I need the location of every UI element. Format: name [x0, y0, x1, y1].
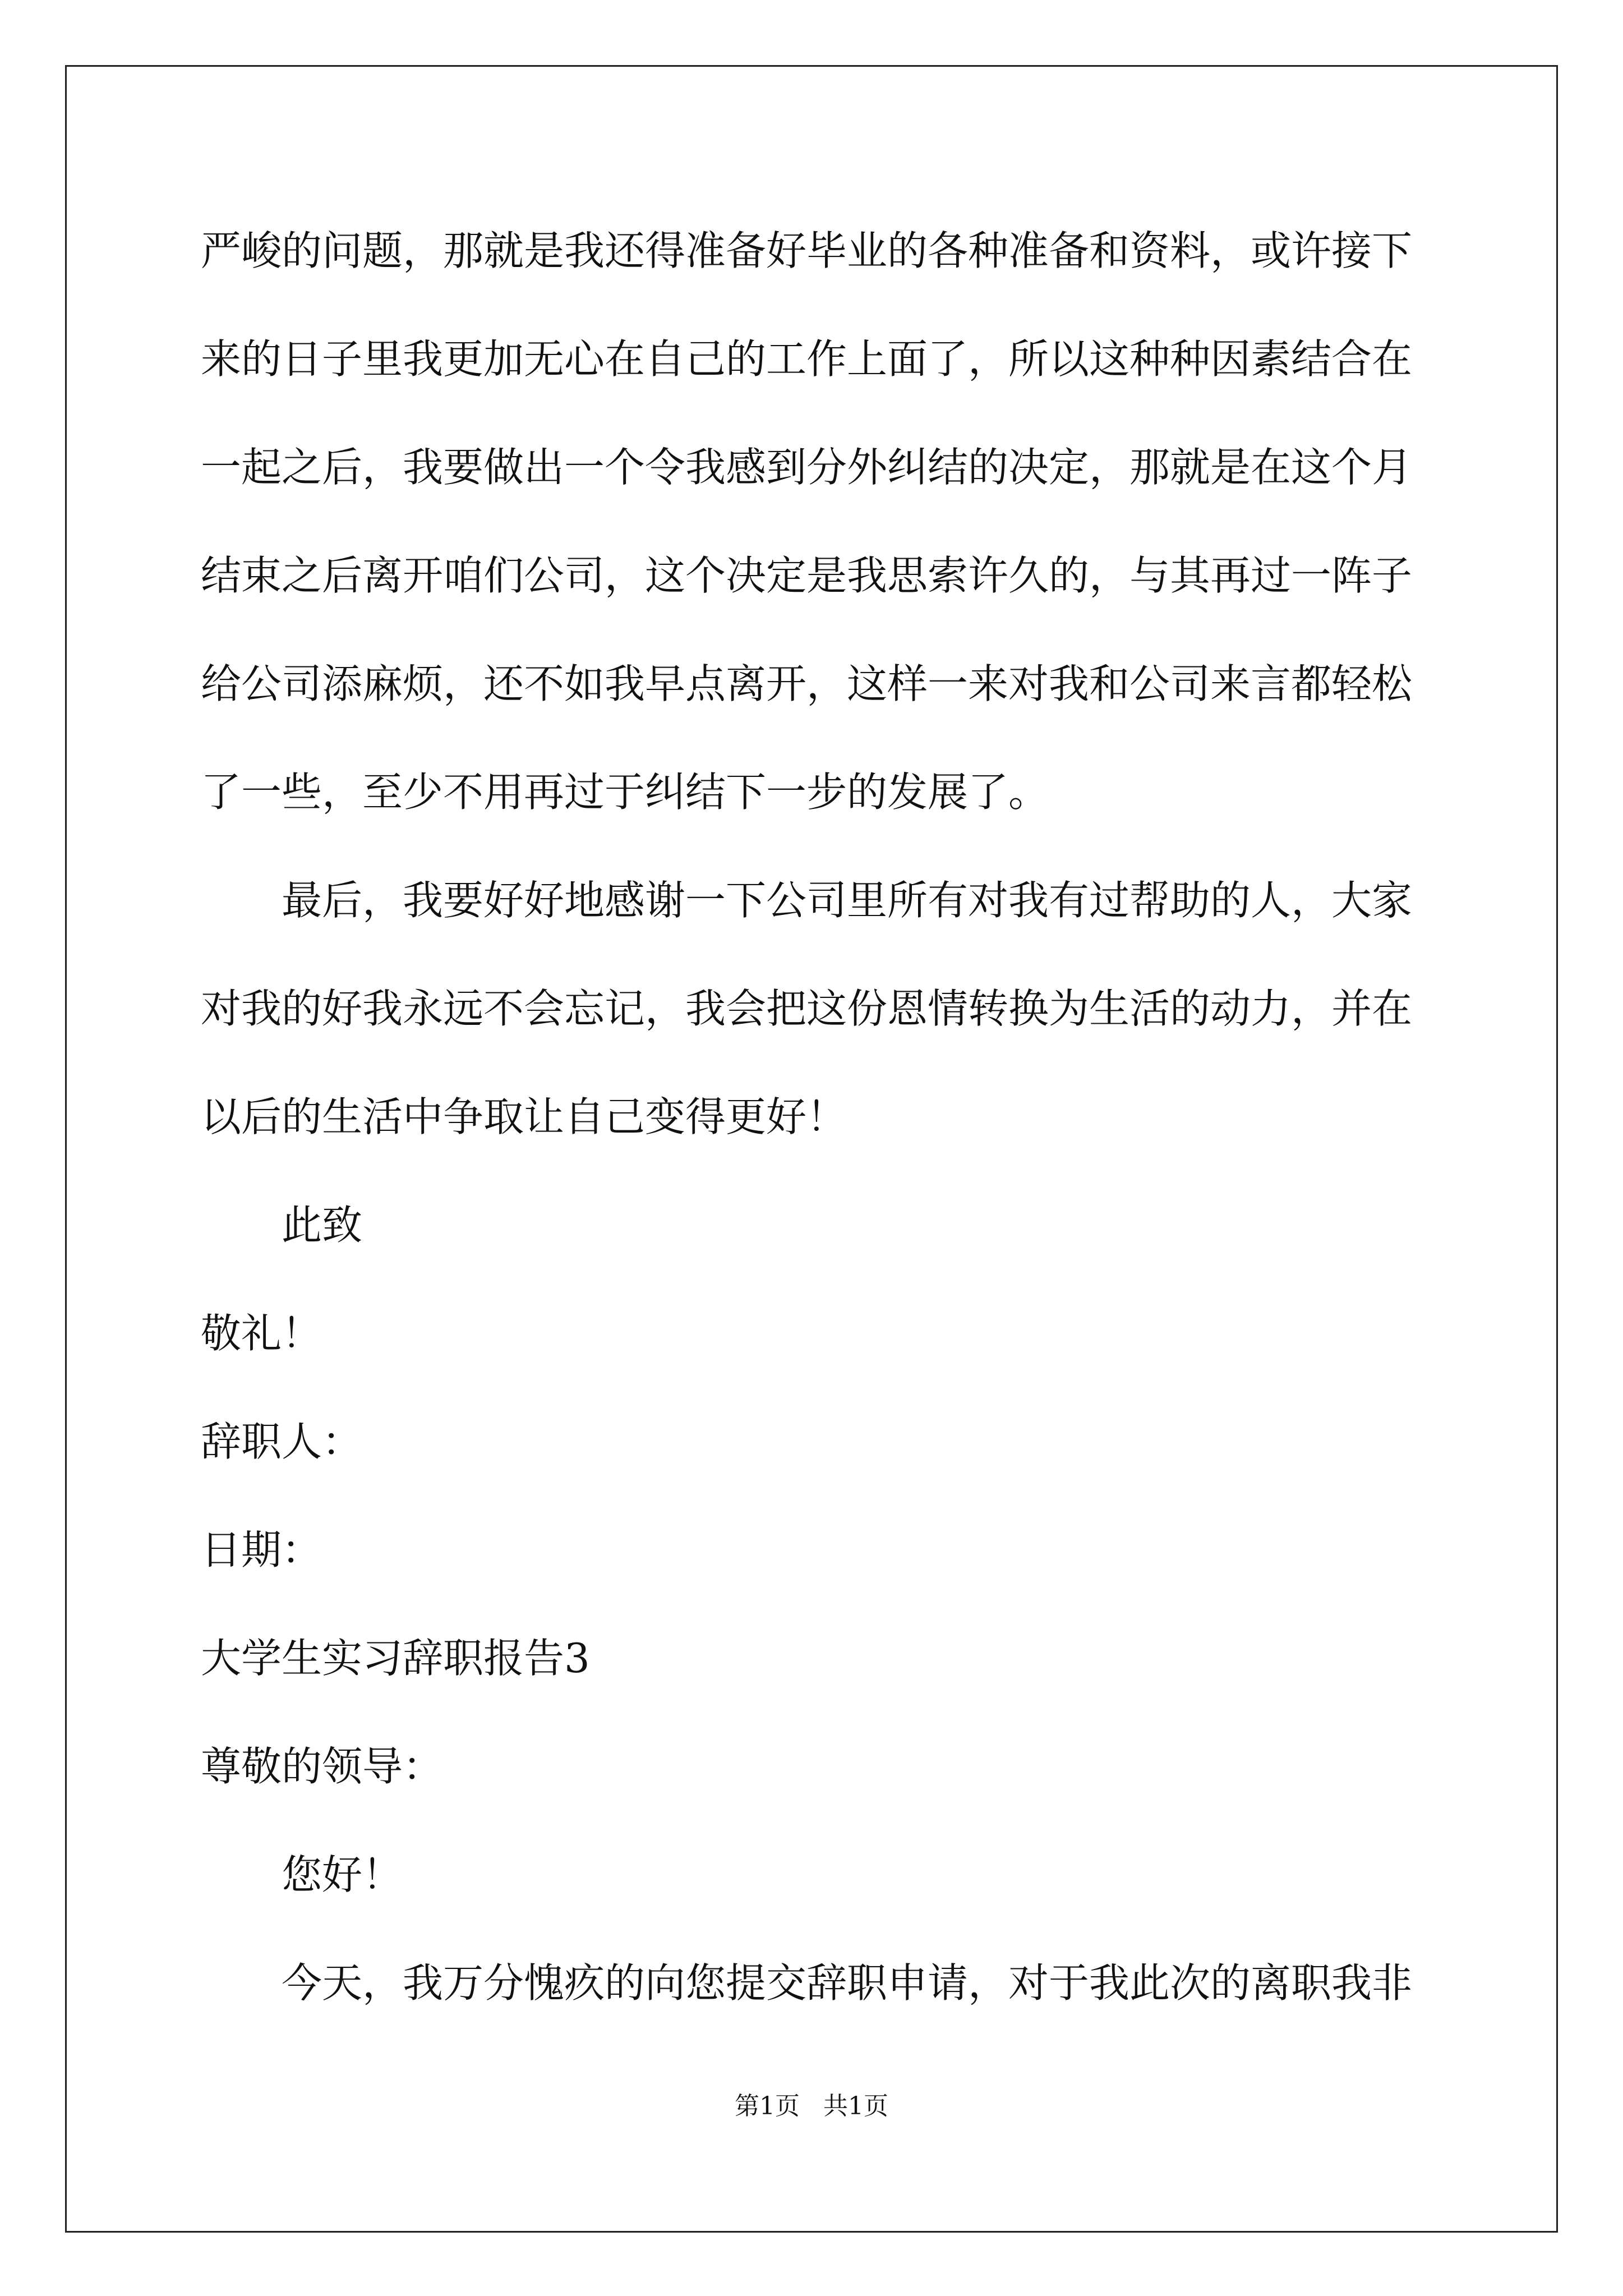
body-line-1: 严峻的问题，那就是我还得准备好毕业的各种准备和资料，或许接下 — [201, 227, 1413, 274]
body-line-3: 一起之后，我要做出一个令我感到分外纠结的决定，那就是在这个月 — [201, 444, 1413, 491]
body-line-9: 以后的生活中争取让自己变得更好！ — [201, 1093, 847, 1140]
closing-respect: 敬礼！ — [201, 1310, 322, 1357]
body-line-4: 结束之后离开咱们公司，这个决定是我思索许久的，与其再过一阵子 — [201, 552, 1413, 599]
body-line-6: 了一些，至少不用再过于纠结下一步的发展了。 — [201, 769, 1049, 816]
body-line-2: 来的日子里我更加无心在自己的工作上面了，所以这种种因素结合在 — [201, 335, 1413, 383]
page-frame — [65, 65, 1558, 2233]
page-number-footer: 第1页 共1页 — [735, 2092, 888, 2120]
body-line-final: 今天，我万分愧疚的向您提交辞职申请，对于我此次的离职我非 — [282, 1959, 1413, 2007]
closing-salutation: 此致 — [282, 1202, 363, 1249]
greeting-hello: 您好！ — [282, 1851, 403, 1898]
body-line-7: 最后，我要好好地感谢一下公司里所有对我有过帮助的人，大家 — [282, 877, 1413, 924]
greeting-recipient: 尊敬的领导： — [201, 1743, 444, 1790]
resigner-label: 辞职人： — [201, 1418, 363, 1465]
body-line-8: 对我的好我永远不会忘记，我会把这份恩情转换为生活的动力，并在 — [201, 985, 1413, 1032]
body-line-5: 给公司添麻烦，还不如我早点离开，这样一来对我和公司来言都轻松 — [201, 660, 1413, 707]
date-label: 日期： — [201, 1526, 322, 1573]
section-title: 大学生实习辞职报告3 — [201, 1635, 590, 1682]
